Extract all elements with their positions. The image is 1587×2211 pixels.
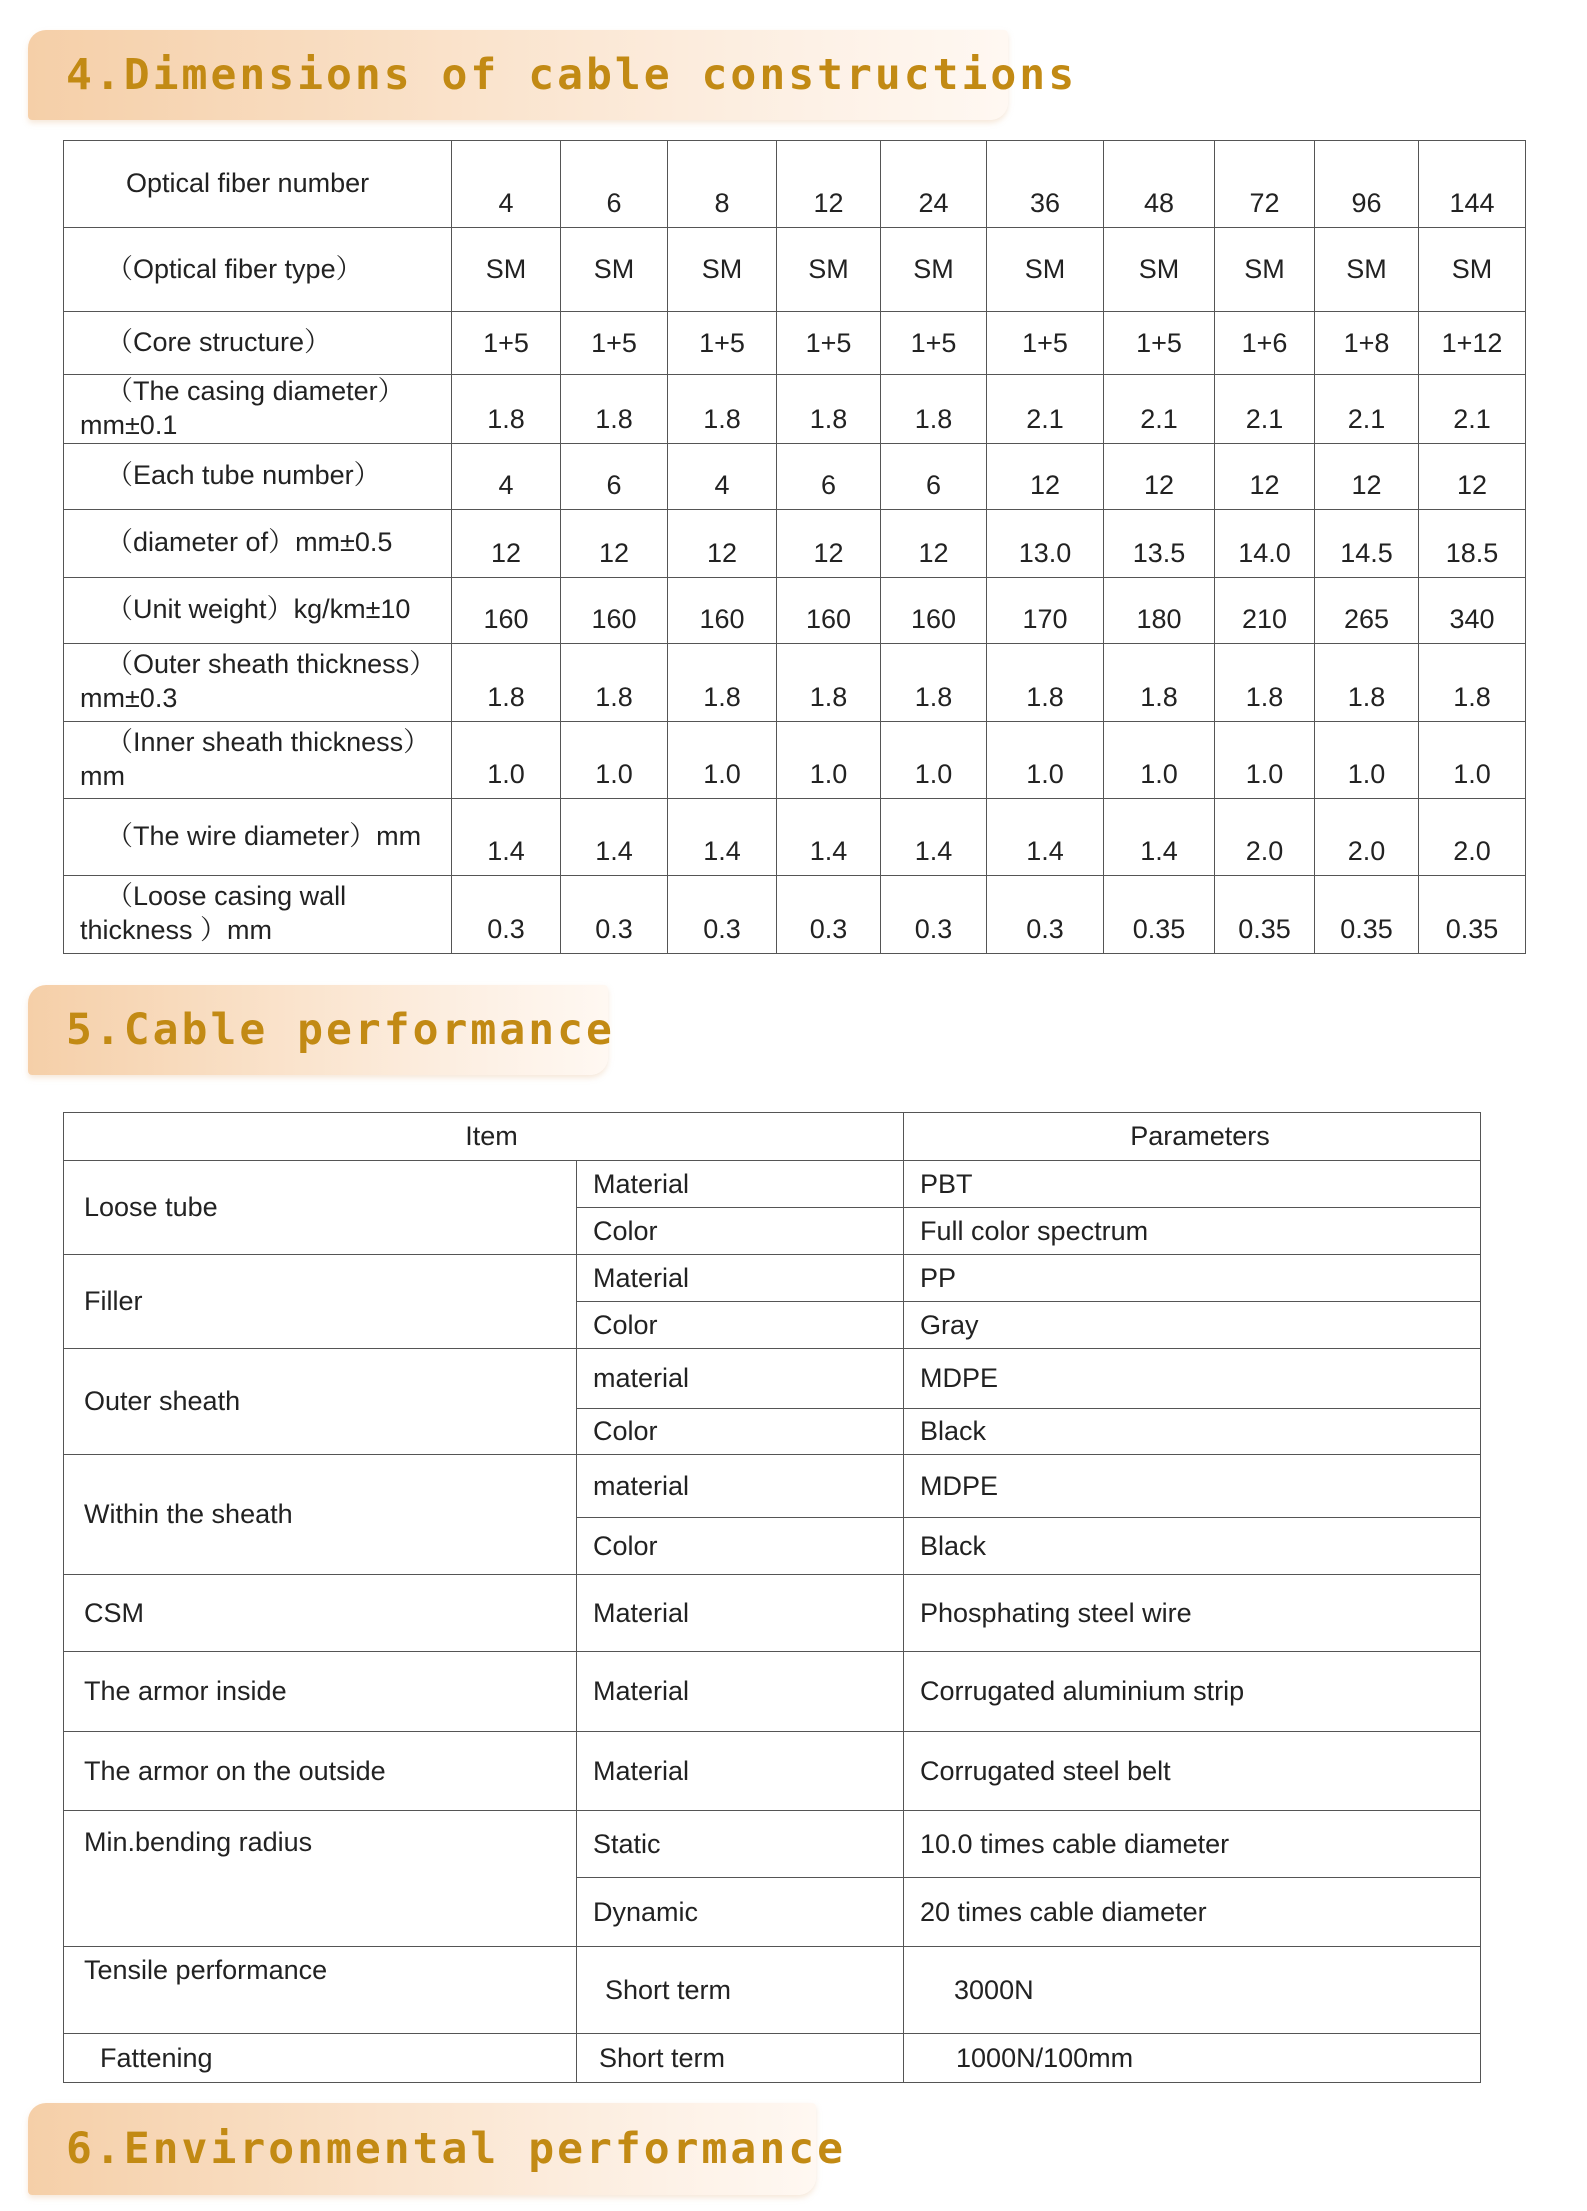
table-cell: 1+5 [668, 312, 777, 375]
row-label [64, 228, 452, 312]
row-label-text: Optical fiber number [126, 168, 370, 199]
row-label [64, 312, 452, 375]
item-value: 1000N/100mm [904, 2034, 1481, 2083]
table-cell: 13.0 [987, 509, 1104, 577]
table-cell: 1.8 [561, 643, 668, 721]
table-cell: 1.8 [668, 375, 777, 444]
table-cell: SM [777, 228, 881, 312]
item-value: Black [904, 1409, 1481, 1455]
table-cell: 1.0 [668, 721, 777, 798]
row-label [64, 721, 452, 798]
item-name: Within the sheath [64, 1455, 577, 1575]
item-name: Fattening [64, 2034, 577, 2083]
section-6-title: 6.Environmental performance [66, 2124, 846, 2174]
table-cell: 1.8 [1215, 643, 1315, 721]
table-cell: 1.0 [1104, 721, 1215, 798]
item-value: 20 times cable diameter [904, 1878, 1481, 1947]
row-label-unit: thickness ）mm [80, 915, 273, 945]
table-cell: 160 [777, 577, 881, 643]
table-cell: 1.0 [1315, 721, 1419, 798]
table-cell: 1.4 [561, 798, 668, 875]
item-value: 10.0 times cable diameter [904, 1811, 1481, 1878]
table-row [64, 875, 1526, 953]
table-cell: 1.8 [1419, 643, 1526, 721]
table-cell: 12 [668, 509, 777, 577]
table-row [64, 2034, 1481, 2083]
table-cell: SM [668, 228, 777, 312]
table-cell: SM [1215, 228, 1315, 312]
table-cell: 1.0 [987, 721, 1104, 798]
row-label [64, 509, 452, 577]
table-cell: 1.4 [668, 798, 777, 875]
table-cell: SM [987, 228, 1104, 312]
table-cell: 4 [452, 141, 561, 228]
item-name: Filler [64, 1255, 577, 1349]
item-name: Outer sheath [64, 1349, 577, 1455]
table-cell: 12 [1419, 443, 1526, 509]
item-value: 3000N [904, 1947, 1481, 2034]
table-cell: SM [561, 228, 668, 312]
table-row [64, 1652, 1481, 1732]
table-cell: 144 [1419, 141, 1526, 228]
table-cell: 1+8 [1315, 312, 1419, 375]
item-value: MDPE [904, 1349, 1481, 1409]
table-cell: SM [881, 228, 987, 312]
table-cell: 0.3 [668, 875, 777, 953]
table-cell: 6 [777, 443, 881, 509]
section-4-banner [28, 30, 1078, 120]
table-cell: 0.35 [1419, 875, 1526, 953]
row-label-unit: mm [80, 760, 125, 791]
item-name: Tensile performance [64, 1947, 577, 2034]
row-label [64, 375, 452, 444]
section-5-title: 5.Cable performance [66, 1005, 615, 1055]
table-cell: 160 [668, 577, 777, 643]
table-cell: 1.4 [987, 798, 1104, 875]
table-cell: 96 [1315, 141, 1419, 228]
table-cell: 24 [881, 141, 987, 228]
table-row [64, 798, 1526, 875]
table-cell: 2.1 [1215, 375, 1315, 444]
header-parameters: Parameters [904, 1113, 1481, 1161]
item-property: Material [577, 1732, 904, 1811]
table-cell: 1.8 [668, 643, 777, 721]
table-cell: 12 [777, 509, 881, 577]
table-cell: 18.5 [1419, 509, 1526, 577]
table-cell: 2.0 [1419, 798, 1526, 875]
table-row [64, 1161, 1481, 1208]
table-cell: 4 [668, 443, 777, 509]
table-cell: 48 [1104, 141, 1215, 228]
table-cell: 2.0 [1215, 798, 1315, 875]
item-property: Color [577, 1208, 904, 1255]
item-value: PP [904, 1255, 1481, 1302]
table-row [64, 509, 1526, 577]
table-row [64, 443, 1526, 509]
table-row [64, 1349, 1481, 1409]
row-label-text: （Inner sheath thickness） [106, 726, 431, 757]
row-label-unit: mm±0.3 [80, 683, 178, 713]
section-6-banner [28, 2103, 846, 2195]
table-row [64, 1255, 1481, 1302]
item-property: Material [577, 1652, 904, 1732]
table-cell: 265 [1315, 577, 1419, 643]
table-cell: 6 [561, 443, 668, 509]
table-cell: SM [1315, 228, 1419, 312]
table-cell: 0.3 [881, 875, 987, 953]
item-value: Black [904, 1518, 1481, 1575]
table-row [64, 1811, 1481, 1878]
row-label [64, 643, 452, 721]
table-cell: SM [1104, 228, 1215, 312]
table-cell: 8 [668, 141, 777, 228]
table-cell: 2.1 [1104, 375, 1215, 444]
table-row [64, 1732, 1481, 1811]
table-cell: 0.3 [987, 875, 1104, 953]
item-name: Min.bending radius [64, 1811, 577, 1947]
item-property: Short term [577, 1947, 904, 2034]
table-cell: 1.8 [881, 643, 987, 721]
table-cell: 14.0 [1215, 509, 1315, 577]
table-cell: 170 [987, 577, 1104, 643]
item-name: The armor on the outside [64, 1732, 577, 1811]
table-cell: 160 [452, 577, 561, 643]
item-property: Static [577, 1811, 904, 1878]
row-label-text: （Outer sheath thickness） [106, 649, 437, 680]
item-name: Loose tube [64, 1161, 577, 1255]
row-label [64, 798, 452, 875]
table-cell: 2.0 [1315, 798, 1419, 875]
dimensions-table [63, 140, 1526, 954]
table-row [64, 1455, 1481, 1518]
item-value: Phosphating steel wire [904, 1575, 1481, 1652]
item-property: Material [577, 1575, 904, 1652]
table-cell: 0.35 [1215, 875, 1315, 953]
item-property: Color [577, 1518, 904, 1575]
table-cell: 12 [1315, 443, 1419, 509]
item-property: material [577, 1349, 904, 1409]
table-row [64, 228, 1526, 312]
table-cell: 13.5 [1104, 509, 1215, 577]
table-cell: 1+5 [1104, 312, 1215, 375]
table-cell: 1.8 [561, 375, 668, 444]
table-row [64, 141, 1526, 228]
table-cell: SM [1419, 228, 1526, 312]
item-property: Color [577, 1409, 904, 1455]
table-cell: 72 [1215, 141, 1315, 228]
table-cell: 6 [561, 141, 668, 228]
table-cell: 1.4 [881, 798, 987, 875]
header-item: Item [64, 1113, 904, 1161]
table-cell: 1.0 [1215, 721, 1315, 798]
item-property: Short term [577, 2034, 904, 2083]
table-row [64, 1947, 1481, 2034]
row-label [64, 577, 452, 643]
table-cell: 1.8 [987, 643, 1104, 721]
table-cell: 210 [1215, 577, 1315, 643]
table-row [64, 375, 1526, 444]
table-cell: 180 [1104, 577, 1215, 643]
table-cell: 12 [452, 509, 561, 577]
item-property: Dynamic [577, 1878, 904, 1947]
table-row [64, 577, 1526, 643]
table-cell: 6 [881, 443, 987, 509]
item-value: Corrugated aluminium strip [904, 1652, 1481, 1732]
table-cell: SM [452, 228, 561, 312]
item-value: Corrugated steel belt [904, 1732, 1481, 1811]
item-value: Gray [904, 1302, 1481, 1349]
item-property: material [577, 1455, 904, 1518]
row-label-text: （diameter of）mm±0.5 [106, 527, 393, 558]
table-cell: 0.35 [1104, 875, 1215, 953]
row-label-text: （The casing diameter） [106, 376, 405, 406]
row-label [64, 443, 452, 509]
table-cell: 2.1 [987, 375, 1104, 444]
row-label [64, 875, 452, 953]
table-cell: 12 [561, 509, 668, 577]
table-row [64, 1575, 1481, 1652]
table-cell: 1+5 [561, 312, 668, 375]
item-property: Color [577, 1302, 904, 1349]
table-cell: 12 [777, 141, 881, 228]
table-cell: 1+5 [777, 312, 881, 375]
row-label [64, 141, 452, 228]
table-cell: 340 [1419, 577, 1526, 643]
row-label-text: （Unit weight）kg/km±10 [106, 594, 411, 625]
table-cell: 1+5 [987, 312, 1104, 375]
item-value: PBT [904, 1161, 1481, 1208]
item-name: The armor inside [64, 1652, 577, 1732]
table-cell: 1+5 [452, 312, 561, 375]
table-cell: 2.1 [1419, 375, 1526, 444]
table-cell: 1.8 [881, 375, 987, 444]
table-cell: 1.8 [452, 643, 561, 721]
table-cell: 12 [881, 509, 987, 577]
table-cell: 0.3 [452, 875, 561, 953]
item-property: Material [577, 1161, 904, 1208]
row-label-text: （Optical fiber type） [106, 253, 363, 284]
table-cell: 1.0 [452, 721, 561, 798]
table-cell: 36 [987, 141, 1104, 228]
table-cell: 1.0 [1419, 721, 1526, 798]
table-cell: 1.8 [1104, 643, 1215, 721]
table-cell: 160 [561, 577, 668, 643]
table-header-row [64, 1113, 1481, 1161]
table-cell: 2.1 [1315, 375, 1419, 444]
row-label-text: （Loose casing wall [106, 881, 347, 912]
table-cell: 1+5 [881, 312, 987, 375]
table-cell: 12 [987, 443, 1104, 509]
table-cell: 1.8 [777, 643, 881, 721]
row-label-unit: mm±0.1 [80, 409, 178, 440]
section-4-title: 4.Dimensions of cable constructions [66, 50, 1078, 100]
table-cell: 1.8 [452, 375, 561, 444]
table-row [64, 643, 1526, 721]
table-row [64, 721, 1526, 798]
section-5-banner [28, 985, 615, 1075]
row-label-text: （The wire diameter）mm [106, 820, 422, 851]
item-value: Full color spectrum [904, 1208, 1481, 1255]
table-cell: 1+12 [1419, 312, 1526, 375]
table-cell: 1.8 [777, 375, 881, 444]
table-cell: 0.35 [1315, 875, 1419, 953]
table-cell: 1.4 [777, 798, 881, 875]
table-cell: 1.4 [452, 798, 561, 875]
table-cell: 1.0 [881, 721, 987, 798]
table-cell: 1.0 [561, 721, 668, 798]
table-cell: 12 [1104, 443, 1215, 509]
table-cell: 0.3 [561, 875, 668, 953]
table-cell: 4 [452, 443, 561, 509]
table-cell: 14.5 [1315, 509, 1419, 577]
performance-table [63, 1112, 1481, 2083]
table-row [64, 312, 1526, 375]
row-label-text: （Each tube number） [106, 460, 381, 491]
table-cell: 160 [881, 577, 987, 643]
row-label-text: （Core structure） [106, 327, 332, 358]
table-cell: 1.0 [777, 721, 881, 798]
table-cell: 12 [1215, 443, 1315, 509]
item-value: MDPE [904, 1455, 1481, 1518]
table-cell: 1+6 [1215, 312, 1315, 375]
item-name: CSM [64, 1575, 577, 1652]
table-cell: 0.3 [777, 875, 881, 953]
table-cell: 1.8 [1315, 643, 1419, 721]
item-property: Material [577, 1255, 904, 1302]
table-cell: 1.4 [1104, 798, 1215, 875]
